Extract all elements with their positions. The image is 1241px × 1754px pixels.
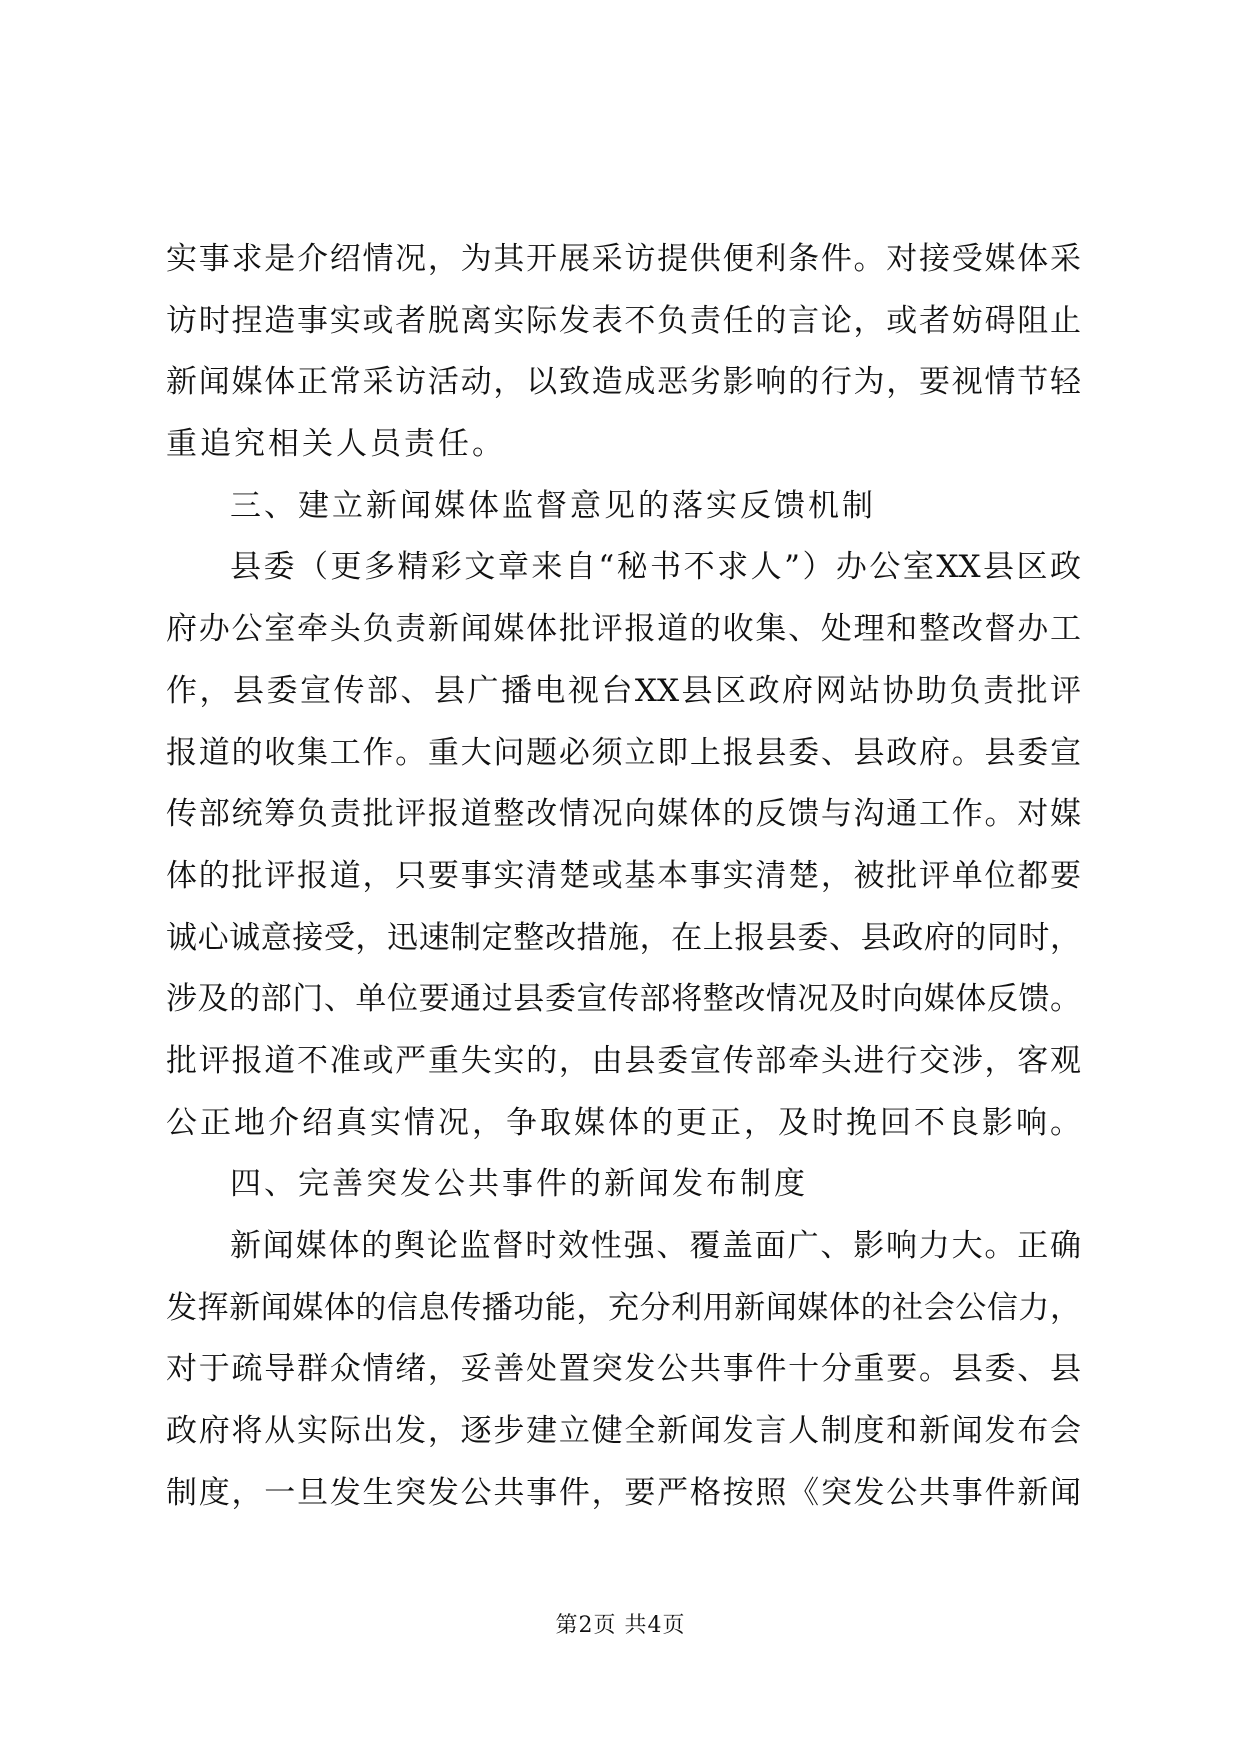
paragraph-line: 新闻媒体的舆论监督时效性强、覆盖面广、影响力大。正确	[230, 1228, 1081, 1264]
document-body	[166, 229, 1084, 1524]
paragraph-line: 作，县委宣传部、县广播电视台XX县区政府网站协助负责批评	[166, 672, 1081, 709]
paragraph-line: 实事求是介绍情况，为其开展采访提供便利条件。对接受媒体采	[166, 241, 1081, 277]
page-footer: 第2页 共4页	[555, 1613, 686, 1638]
paragraph-line: 涉及的部门、单位要通过县委宣传部将整改情况及时向媒体反馈。	[166, 981, 1081, 1018]
paragraph-line: 府办公室牵头负责新闻媒体批评报道的收集、处理和整改督办工	[166, 611, 1081, 648]
paragraph-line: 诚心诚意接受，迅速制定整改措施，在上报县委、县政府的同时，	[166, 919, 1081, 956]
paragraph-line: 政府将从实际出发，逐步建立健全新闻发言人制度和新闻发布会	[166, 1413, 1081, 1450]
paragraph-line: 传部统筹负责批评报道整改情况向媒体的反馈与沟通工作。对媒	[166, 796, 1081, 833]
paragraph-line: 县委（更多精彩文章来自“秘书不求人”）办公室XX县区政	[230, 549, 1081, 586]
paragraph-line: 报道的收集工作。重大问题必须立即上报县委、县政府。县委宣	[166, 734, 1081, 771]
paragraph-line: 发挥新闻媒体的信息传播功能，充分利用新闻媒体的社会公信力，	[166, 1289, 1081, 1326]
paragraph-line: 新闻媒体正常采访活动，以致造成恶劣影响的行为，要视情节轻	[166, 364, 1081, 401]
paragraph-line: 重追究相关人员责任。	[166, 426, 506, 463]
paragraph-line: 制度，一旦发生突发公共事件，要严格按照《突发公共事件新闻	[166, 1474, 1081, 1511]
paragraph-line: 批评报道不准或严重失实的，由县委宣传部牵头进行交涉，客观	[166, 1042, 1081, 1079]
paragraph-line: 公正地介绍真实情况，争取媒体的更正，及时挽回不良影响。	[166, 1104, 1084, 1141]
section-heading: 四、完善突发公共事件的新闻发布制度	[230, 1166, 808, 1203]
paragraph-line: 对于疏导群众情绪，妥善处置突发公共事件十分重要。县委、县	[166, 1351, 1081, 1388]
paragraph-line: 访时捏造事实或者脱离实际发表不负责任的言论，或者妨碍阻止	[166, 302, 1081, 339]
section-heading: 三、建立新闻媒体监督意见的落实反馈机制	[230, 487, 876, 524]
paragraph-line: 体的批评报道，只要事实清楚或基本事实清楚，被批评单位都要	[166, 857, 1081, 894]
